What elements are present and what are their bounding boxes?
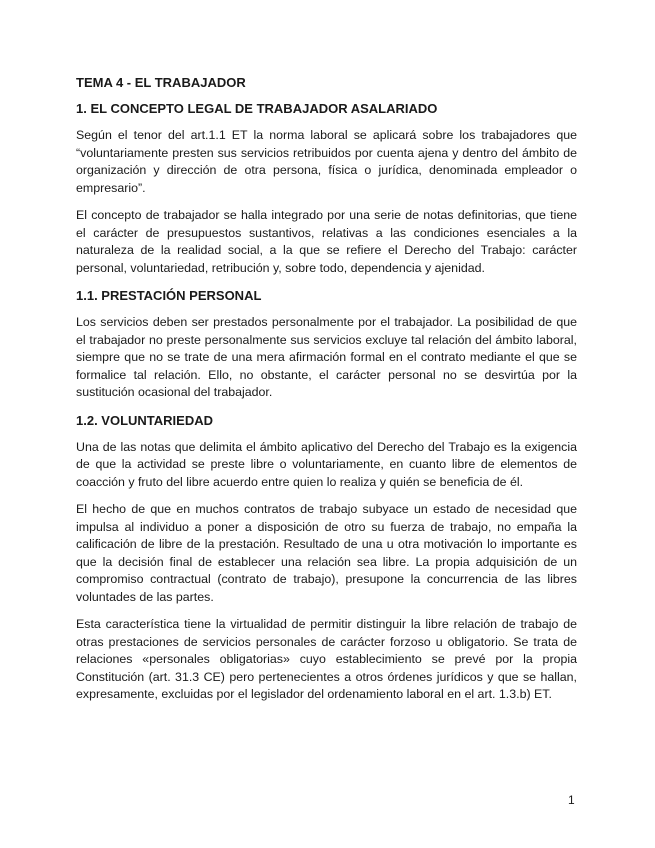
section-heading-prestacion-personal: 1.1. PRESTACIÓN PERSONAL [76,288,262,303]
document-title: TEMA 4 - EL TRABAJADOR [76,75,246,90]
paragraph: Los servicios deben ser prestados personalmente por el trabajador. La posibilidad de que el trabajador no preste personalmente sus servicios excluye tal relación del ámbito laboral, siempre que no se trate de una mera afirmación formal en el contrato mediante el que se formalice tal relación. Ello, no obstante, el carácter personal no se desvirtúa por la sustitución ocasional del trabajador. [76,315,577,399]
page-number: 1 [568,793,575,807]
paragraph: El concepto de trabajador se halla integrado por una serie de notas definitorias, que tiene el carácter de presupuestos sustantivos, relativas a las condiciones esenciales a la naturaleza de la realidad social, a la que se refiere el Derecho del Trabajo: carácter personal, voluntariedad, retribución y, sobre todo, dependencia y ajenidad. [76,208,577,275]
section-heading-concepto-legal: 1. EL CONCEPTO LEGAL DE TRABAJADOR ASALARIADO [76,101,438,116]
paragraph: El hecho de que en muchos contratos de trabajo subyace un estado de necesidad que impulsa al individuo a poner a disposición de otro su fuerza de trabajo, no empaña la calificación de libre de la prestación. Resultado de una u otra motivación lo importante es que la decisión final de establecer una relación sea libre. La propia adquisición de un compromiso contractual (contrato de trabajo), presupone la concurrencia de las libres voluntades de las partes. [76,502,577,604]
section-heading-voluntariedad: 1.2. VOLUNTARIEDAD [76,412,213,428]
paragraph: Esta característica tiene la virtualidad de permitir distinguir la libre relación de trabajo de otras prestaciones de servicios personales de carácter forzoso u obligatorio. Se trata de relaciones «personales obligatorias» cuyo establecimiento se prevé por la propia Constitución (art. 31.3 CE) pero pertenecientes a otros órdenes jurídicos y que se hallan, expresamente, excluidas por el legislador del ordenamiento laboral en el art. 1.3.b) ET. [76,617,577,701]
paragraph: Una de las notas que delimita el ámbito aplicativo del Derecho del Trabajo es la exigencia de que la actividad se preste libre o voluntariamente, en cuanto libre de elementos de coacción y fruto del libre acuerdo entre quien lo realiza y quién se beneficia de él. [76,439,577,489]
paragraph: Según el tenor del art.1.1 ET la norma laboral se aplicará sobre los trabajadores que “voluntariamente presten sus servicios retribuidos por cuenta ajena y dentro del ámbito de organización y dirección de otra persona, física o jurídica, denominada empleador o empresario”. [76,128,577,195]
